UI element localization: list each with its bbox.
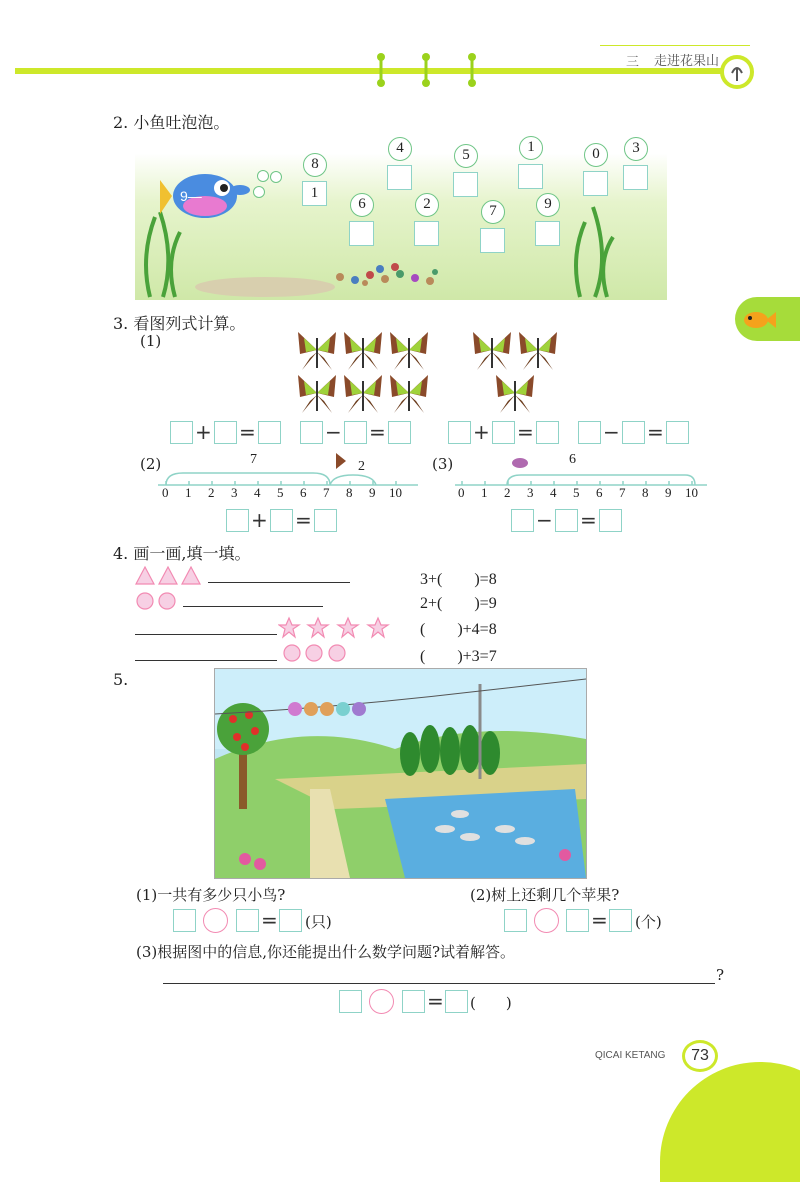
bubble-number: 1	[519, 136, 543, 160]
brace-label: 2	[358, 459, 365, 474]
q5-ask2: (2)树上还剩几个苹果?	[470, 886, 620, 904]
answer-box[interactable]	[448, 421, 471, 444]
bubble-number: 9	[536, 193, 560, 217]
answer-box[interactable]	[578, 421, 601, 444]
answer-box[interactable]	[666, 421, 689, 444]
operator-circle[interactable]	[203, 908, 228, 933]
answer-box[interactable]	[349, 221, 374, 246]
equals-sign: =	[427, 989, 444, 1013]
bubble-small	[270, 171, 282, 183]
circles	[135, 590, 180, 612]
answer-box[interactable]	[535, 221, 560, 246]
answer-line[interactable]	[208, 582, 350, 583]
unit-label: ( )	[470, 994, 512, 1012]
page-number: 73	[691, 1047, 709, 1064]
fish	[160, 158, 255, 233]
answer-box[interactable]	[445, 990, 468, 1013]
operator-circle[interactable]	[534, 908, 559, 933]
answer-box[interactable]	[214, 421, 237, 444]
header-divider	[600, 45, 750, 46]
question-mark: ?	[716, 966, 725, 984]
equation: ( )+4=8	[420, 621, 497, 638]
unit-label: (个)	[635, 913, 662, 931]
answer-box[interactable]	[387, 165, 412, 190]
answer-box[interactable]	[170, 421, 193, 444]
answer-box[interactable]	[402, 990, 425, 1013]
butterflies	[296, 330, 566, 415]
q5-ask3: (3)根据图中的信息,你还能提出什么数学问题?试着解答。	[136, 943, 516, 961]
q2-title: 2. 小鱼吐泡泡。	[113, 113, 230, 132]
equals-sign: =	[580, 508, 597, 532]
answer-box[interactable]	[344, 421, 367, 444]
q3-sub1: (1)	[140, 332, 162, 350]
brace-label: 7	[250, 452, 257, 467]
answer-box[interactable]	[314, 509, 337, 532]
answer-box[interactable]	[599, 509, 622, 532]
minus-sign: −	[603, 420, 620, 444]
answer-box[interactable]	[258, 421, 281, 444]
header-knob	[421, 52, 431, 88]
bubble-number: 5	[454, 144, 478, 168]
equals-sign: =	[591, 908, 608, 932]
fish-icon	[738, 300, 778, 340]
bubble-small	[257, 170, 269, 182]
stars	[278, 616, 393, 640]
answer-box[interactable]	[173, 909, 196, 932]
fish-label: 9—	[180, 188, 202, 204]
q5-ask1: (1)一共有多少只小鸟?	[136, 886, 286, 904]
equals-sign: =	[261, 908, 278, 932]
bubble-number: 4	[388, 137, 412, 161]
equals-sign: =	[239, 420, 256, 444]
q3-title: 3. 看图列式计算。	[113, 314, 246, 333]
unit-label: (只)	[305, 913, 332, 931]
chapter-emblem	[720, 55, 754, 89]
answer-box[interactable]	[555, 509, 578, 532]
q3-sub2: (2)	[140, 455, 162, 473]
answer-box[interactable]	[518, 164, 543, 189]
minus-sign: −	[325, 420, 342, 444]
answer-box[interactable]	[492, 421, 515, 444]
plus-sign: +	[195, 420, 212, 444]
answer-box[interactable]	[236, 909, 259, 932]
answer-line[interactable]	[135, 660, 277, 661]
bubble-small	[253, 186, 265, 198]
answer-box[interactable]	[504, 909, 527, 932]
answer-box[interactable]	[414, 221, 439, 246]
answer-box[interactable]	[279, 909, 302, 932]
answer-box[interactable]	[609, 909, 632, 932]
bubble-number: 0	[584, 143, 608, 167]
equals-sign: =	[517, 420, 534, 444]
plus-sign: +	[473, 420, 490, 444]
minus-sign: −	[536, 508, 553, 532]
answer-line[interactable]	[183, 606, 323, 607]
answer-line[interactable]	[135, 634, 277, 635]
answer-box[interactable]	[300, 421, 323, 444]
answer-box[interactable]	[480, 228, 505, 253]
bubble-number: 3	[624, 137, 648, 161]
answer-box[interactable]	[270, 509, 293, 532]
header-knob	[467, 52, 477, 88]
chapter-title: 走进花果山	[654, 53, 720, 68]
answer-box[interactable]	[566, 909, 589, 932]
bubble-number: 7	[481, 200, 505, 224]
plus-sign: +	[251, 508, 268, 532]
side-tab	[735, 297, 800, 341]
brace-label: 6	[569, 452, 576, 467]
q5-scene	[214, 668, 587, 879]
bubble-number: 8	[303, 153, 327, 177]
equals-sign: =	[295, 508, 312, 532]
equals-sign: =	[647, 420, 664, 444]
tick-labels-2: 0 1 2 3 4 5 6 7 8 9 10	[458, 485, 698, 500]
answer-box[interactable]	[622, 421, 645, 444]
chapter-number: 三	[626, 54, 640, 69]
operator-circle[interactable]	[369, 989, 394, 1014]
q5-title: 5.	[113, 670, 129, 689]
q4-title: 4. 画一画,填一填。	[113, 544, 251, 563]
answer-box: 1	[302, 181, 327, 206]
answer-line[interactable]	[163, 983, 715, 984]
answer-box[interactable]	[453, 172, 478, 197]
answer-box[interactable]	[623, 165, 648, 190]
footer-shape	[660, 1062, 800, 1182]
equals-sign: =	[369, 420, 386, 444]
bubble-number: 2	[415, 193, 439, 217]
answer-box[interactable]	[536, 421, 559, 444]
header-knob	[376, 52, 386, 88]
equation: ( )+3=7	[420, 648, 497, 665]
equation: 2+( )=9	[420, 595, 497, 612]
bubble-number: 6	[350, 193, 374, 217]
equation: 3+( )=8	[420, 571, 497, 588]
tick-labels-1: 0 1 2 3 4 5 6 7 8 9 10	[162, 485, 402, 500]
answer-box[interactable]	[339, 990, 362, 1013]
answer-box[interactable]	[388, 421, 411, 444]
answer-box[interactable]	[226, 509, 249, 532]
circles	[282, 642, 350, 664]
footer-brand: QICAI KETANG	[595, 1050, 666, 1061]
answer-box[interactable]	[511, 509, 534, 532]
triangles	[135, 565, 205, 587]
q3-sub3: (3)	[432, 455, 454, 473]
answer-box[interactable]	[583, 171, 608, 196]
page-number-badge	[682, 1040, 718, 1072]
